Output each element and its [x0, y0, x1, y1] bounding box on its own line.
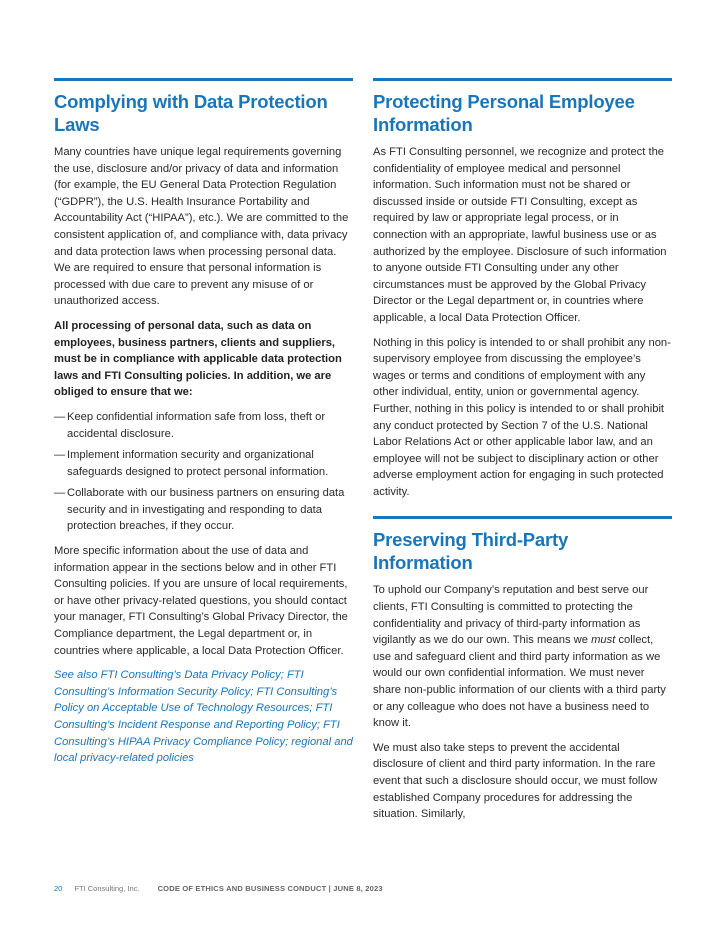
paragraph: We must also take steps to prevent the accidental disclosure of client and third party information. In the rare event that such a disclosure should occur, we must follow established Company procedures for addressing the situation. Similarly, — [373, 741, 658, 821]
list-item: — Collaborate with our business partners on ensuring data security and in investigating and responding to data protection breaches, if they occur. — [54, 487, 345, 533]
page-number: 20 — [54, 884, 63, 893]
section-title-third-party: Preserving Third-Party Information — [373, 529, 569, 574]
page-footer — [54, 884, 383, 893]
section-title-data-protection: Complying with Data Protection Laws — [54, 91, 328, 135]
dash-marker: — — [54, 410, 66, 423]
dash-marker: — — [54, 487, 66, 500]
paragraph: More specific information about the use of data and information appear in the sections below and in other FTI Consulting policies. If you are unsure of local requirements, or have other privacy-related questions, you should contact your manager, FTI Consulting’s Global Privacy Director, the Compliance department, the Legal department or, in countries where applicable, a local Data Protection Officer. — [54, 545, 348, 657]
section-rule — [373, 78, 672, 81]
paragraph: Many countries have unique legal requirements governing the use, disclosure and/or privacy of data and information (for example, the EU General Data Protection Regulation (“GDPR”), the U.S. Health Insurance Portability and Accountability Act (“HIPAA”), etc.). We are committed to the consistent application of, and compliance with, data privacy and data protection laws when processing personal data. We are required to ensure that personal information is processed with due care to prevent any misuse of or unauthorized access. — [54, 146, 349, 308]
section-title-employee-information: Protecting Personal Employee Information — [373, 91, 635, 135]
company-name: FTI Consulting, Inc. — [74, 884, 140, 893]
see-also-references: See also FTI Consulting’s Data Privacy Policy; FTI Consulting’s Information Security Policy; FTI Consulting’s Policy on Acceptable Use of Technology Resources; FTI Consulting’s Incident Response and Reporting Policy; FTI Consulting’s HIPAA Privacy Compliance Policy; regional and local privacy-related policies — [54, 669, 353, 765]
paragraph: To uphold our Company’s reputation and best serve our clients, FTI Consulting is committed to protecting the confidentiality and privacy of third-party information as vigilantly as we do our own. This means we must collect, use and safeguard client and third party information as we would our own confidential information. We must never share non-public information of our clients with a third party or any colleague who does not have a business need to know it. — [373, 584, 666, 730]
document-title: CODE OF ETHICS AND BUSINESS CONDUCT | JUNE 8, 2023 — [157, 884, 383, 893]
third-party-section — [373, 516, 672, 822]
paragraph: Nothing in this policy is intended to or shall prohibit any non-supervisory employee from discussing the employee’s wages or terms and conditions of employment with any other individual, entity, union or governmental agency. Further, nothing in this policy is intended to or shall prohibit any conduct protected by Section 7 of the U.S. National Labor Relations Act or other applicable labor law, and an employee will not be subject to disciplinary action or other adverse employment action for engaging in such protected activity. — [373, 336, 671, 498]
left-column — [54, 78, 353, 775]
right-column — [373, 78, 672, 831]
dash-marker: — — [54, 449, 66, 462]
section-rule — [54, 78, 353, 81]
bullet-list — [54, 409, 353, 535]
section-rule — [373, 516, 672, 519]
list-item: — Keep confidential information safe from loss, theft or accidental disclosure. — [54, 410, 326, 440]
bold-paragraph: All processing of personal data, such as data on employees, business partners, clients and suppliers, must be in compliance with applicable data protection laws and FTI Consulting policies. In addition, we are obliged to ensure that we: — [54, 319, 342, 399]
list-item: — Implement information security and organizational safeguards designed to protect personal information. — [54, 449, 329, 478]
paragraph: As FTI Consulting personnel, we recognize and protect the confidentiality of employee medical and personnel information. Such information must not be shared or discussed inside or outside FTI Consulting, except as required by law or appropriate legal process, or in connection with an appropriate, lawful business use or as authorized by the employee. Disclosure of such information to anyone outside FTI Consulting under any other circumstances must be approved by the Global Privacy Director or the Legal department or, in countries where applicable, a local Data Protection Officer. — [373, 146, 667, 324]
